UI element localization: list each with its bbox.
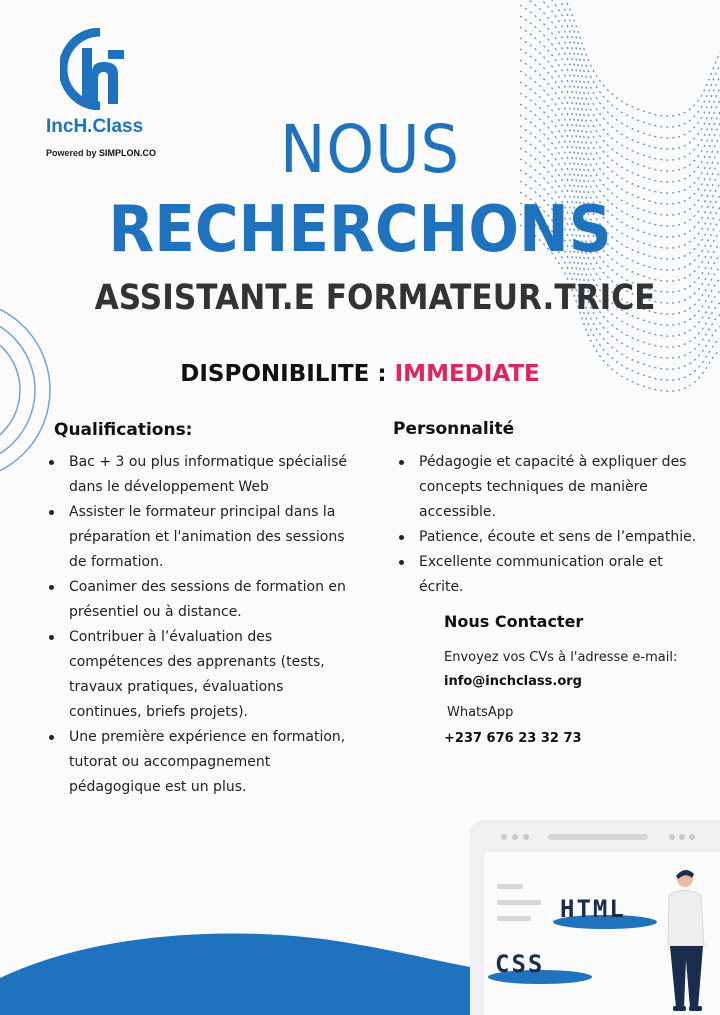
availability-value: IMMEDIATE	[394, 361, 540, 387]
qualifications-title: Qualifications:	[54, 420, 193, 440]
list-item: Pédagogie et capacité à expliquer des concepts techniques de manière accessible.	[399, 450, 711, 525]
job-title: ASSISTANT.E FORMATEUR.TRICE	[94, 278, 656, 318]
list-item: Excellente communication orale et écrite.	[399, 550, 711, 600]
html-tag-label: HTML	[560, 895, 626, 923]
headline-recherchons: RECHERCHONS	[108, 193, 612, 267]
whatsapp-label: WhatsApp	[447, 705, 514, 720]
availability-label: DISPONIBILITE :	[180, 361, 387, 387]
email-link[interactable]: info@inchclass.org	[444, 674, 582, 689]
wave-dot-line	[520, 0, 720, 116]
list-item: Contribuer à l’évaluation des compétences des apprenants (tests, travaux pratiques, évaluations continues, briefs projets).	[49, 625, 349, 725]
list-item: Assister le formateur principal dans la préparation et l'animation des sessions de formation.	[49, 500, 349, 575]
contact-title: Nous Contacter	[444, 612, 584, 631]
inch-class-logo-icon	[60, 28, 132, 110]
list-item: Coanimer des sessions de formation en présentiel ou à distance.	[49, 575, 349, 625]
wave-dot-line	[520, 0, 720, 127]
qualifications-list	[49, 450, 349, 800]
availability-line	[0, 357, 720, 391]
personality-title: Personnalité	[393, 419, 515, 439]
css-tag-label: CSS	[495, 950, 545, 978]
brand-name: IncH.Class	[46, 116, 144, 137]
personality-list	[399, 450, 711, 600]
powered-by-prefix: Powered by	[46, 148, 97, 158]
phone-number[interactable]: +237 676 23 32 73	[444, 731, 582, 746]
list-item: Patience, écoute et sens de l’empathie.	[399, 525, 711, 550]
powered-by-partner: SIMPLON.CO	[99, 148, 157, 158]
list-item: Bac + 3 ou plus informatique spécialisé dans le développement Web	[49, 450, 349, 500]
headline-nous: NOUS	[280, 111, 460, 188]
email-label: Envoyez vos CVs à l'adresse e-mail:	[444, 650, 678, 665]
bottom-blue-wave	[0, 933, 520, 1015]
list-item: Une première expérience en formation, tutorat ou accompagnement pédagogique est un plus.	[49, 725, 349, 800]
